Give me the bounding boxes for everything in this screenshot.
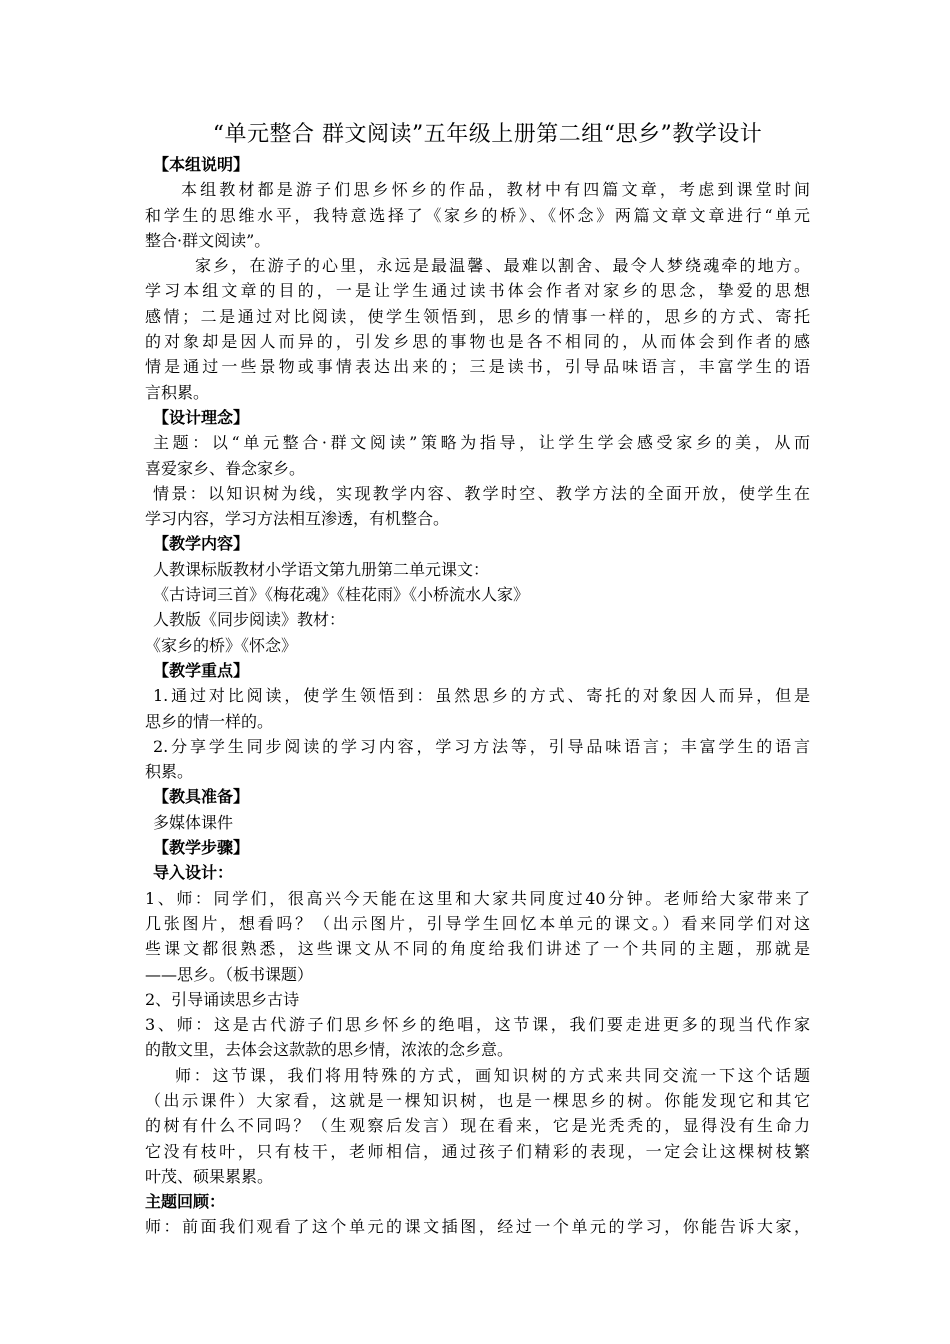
paragraph-line: 感情；二是通过对比阅读，使学生领悟到，思乡的情事一样的，思乡的方式、寄托: [145, 306, 810, 326]
paragraph-line: 主题：以“单元整合·群文阅读”策略为指导，让学生学会感受家乡的美，从而: [153, 433, 810, 453]
paragraph-line: 的散文里，去体会这款款的思乡情，浓浓的念乡意。: [145, 1040, 514, 1060]
paragraph-line: 2.分享学生同步阅读的学习内容，学习方法等，引导品味语言；丰富学生的语言: [153, 736, 810, 756]
paragraph-line: 些课文都很熟悉，这些课文从不同的角度给我们讲述了一个共同的主题，那就是: [145, 939, 810, 959]
paragraph-line: 的对象却是因人而异的，引发乡思的事物也是各不相同的，从而体会到作者的感: [145, 332, 810, 352]
paragraph-line: 积累。: [145, 762, 194, 782]
paragraph-line: 《家乡的桥》《怀念》: [145, 635, 298, 655]
subheading-theme-review: 主题回顾：: [145, 1192, 226, 1212]
section-heading-group-description: 【本组说明】: [153, 155, 250, 174]
paragraph-line: 1、师：同学们，很高兴今天能在这里和大家共同度过40分钟。老师给大家带来了: [145, 888, 810, 908]
paragraph-line: 1.通过对比阅读，使学生领悟到：虽然思乡的方式、寄托的对象因人而异，但是: [153, 686, 810, 706]
paragraph-line: 几张图片，想看吗？（出示图片，引导学生回忆本单元的课文。）看来同学们对这: [145, 913, 810, 933]
paragraph-line: 人教版《同步阅读》教材：: [153, 610, 346, 630]
paragraph-line: 师：前面我们观看了这个单元的课文插图，经过一个单元的学习，你能告诉大家，: [145, 1217, 810, 1237]
paragraph-line: 它没有枝叶，只有枝干，老师相信，通过孩子们精彩的表现，一定会让这棵树枝繁: [145, 1141, 810, 1161]
paragraph-line: ——思乡。（板书课题）: [145, 964, 314, 984]
paragraph-line: 本组教材都是游子们思乡怀乡的作品，教材中有四篇文章，考虑到课堂时间: [181, 180, 810, 200]
paragraph-line: 言积累。: [145, 382, 210, 402]
paragraph-line: 师：这节课，我们将用特殊的方式，画知识树的方式来共同交流一下这个话题: [175, 1065, 810, 1085]
document-page: [145, 118, 810, 1240]
subheading-intro-design: 导入设计：: [153, 863, 234, 883]
paragraph-line: 人教课标版教材小学语文第九册第二单元课文：: [153, 559, 490, 579]
paragraph-line: 的树有什么不同吗？（生观察后发言）现在看来，它是光秃秃的，显得没有生命力: [145, 1116, 810, 1136]
paragraph-line: 和学生的思维水平，我特意选择了《家乡的桥》、《怀念》两篇文章文章进行“单元: [145, 205, 810, 225]
paragraph-line: 叶茂、硕果累累。: [145, 1166, 274, 1186]
paragraph-line: （出示课件）大家看，这就是一棵知识树，也是一棵思乡的树。你能发现它和其它: [145, 1090, 810, 1110]
paragraph-line: 2、引导诵读思乡古诗: [145, 989, 300, 1009]
paragraph-line: 《古诗词三首》《梅花魂》《桂花雨》《小桥流水人家》: [153, 585, 530, 605]
section-heading-design-concept: 【设计理念】: [153, 407, 250, 427]
paragraph-line: 家乡，在游子的心里，永远是最温馨、最难以割舍、最令人梦绕魂牵的地方。: [195, 256, 810, 276]
section-heading-teaching-content: 【教学内容】: [153, 534, 250, 554]
section-heading-teaching-steps: 【教学步骤】: [153, 838, 250, 858]
document-title: “单元整合 群文阅读”五年级上册第二组“思乡”教学设计: [212, 122, 763, 147]
paragraph-line: 喜爱家乡、眷念家乡。: [145, 458, 306, 478]
paragraph-line: 情是通过一些景物或事情表达出来的；三是读书，引导品味语言，丰富学生的语: [145, 357, 810, 377]
paragraph-line: 思乡的情一样的。: [145, 711, 274, 731]
paragraph-line: 学习内容，学习方法相互渗透，有机整合。: [145, 509, 450, 529]
section-heading-teaching-aids: 【教具准备】: [153, 787, 250, 807]
paragraph-line: 3、师：这是古代游子们思乡怀乡的绝唱，这节课，我们要走进更多的现当代作家: [145, 1015, 810, 1035]
section-heading-teaching-focus: 【教学重点】: [153, 660, 250, 680]
paragraph-line: 整合·群文阅读”。: [145, 230, 271, 250]
paragraph-line: 多媒体课件: [153, 812, 234, 832]
paragraph-line: 学习本组文章的目的，一是让学生通过读书体会作者对家乡的思念，挚爱的思想: [145, 281, 810, 301]
paragraph-line: 情景：以知识树为线，实现教学内容、教学时空、教学方法的全面开放，使学生在: [153, 483, 810, 503]
